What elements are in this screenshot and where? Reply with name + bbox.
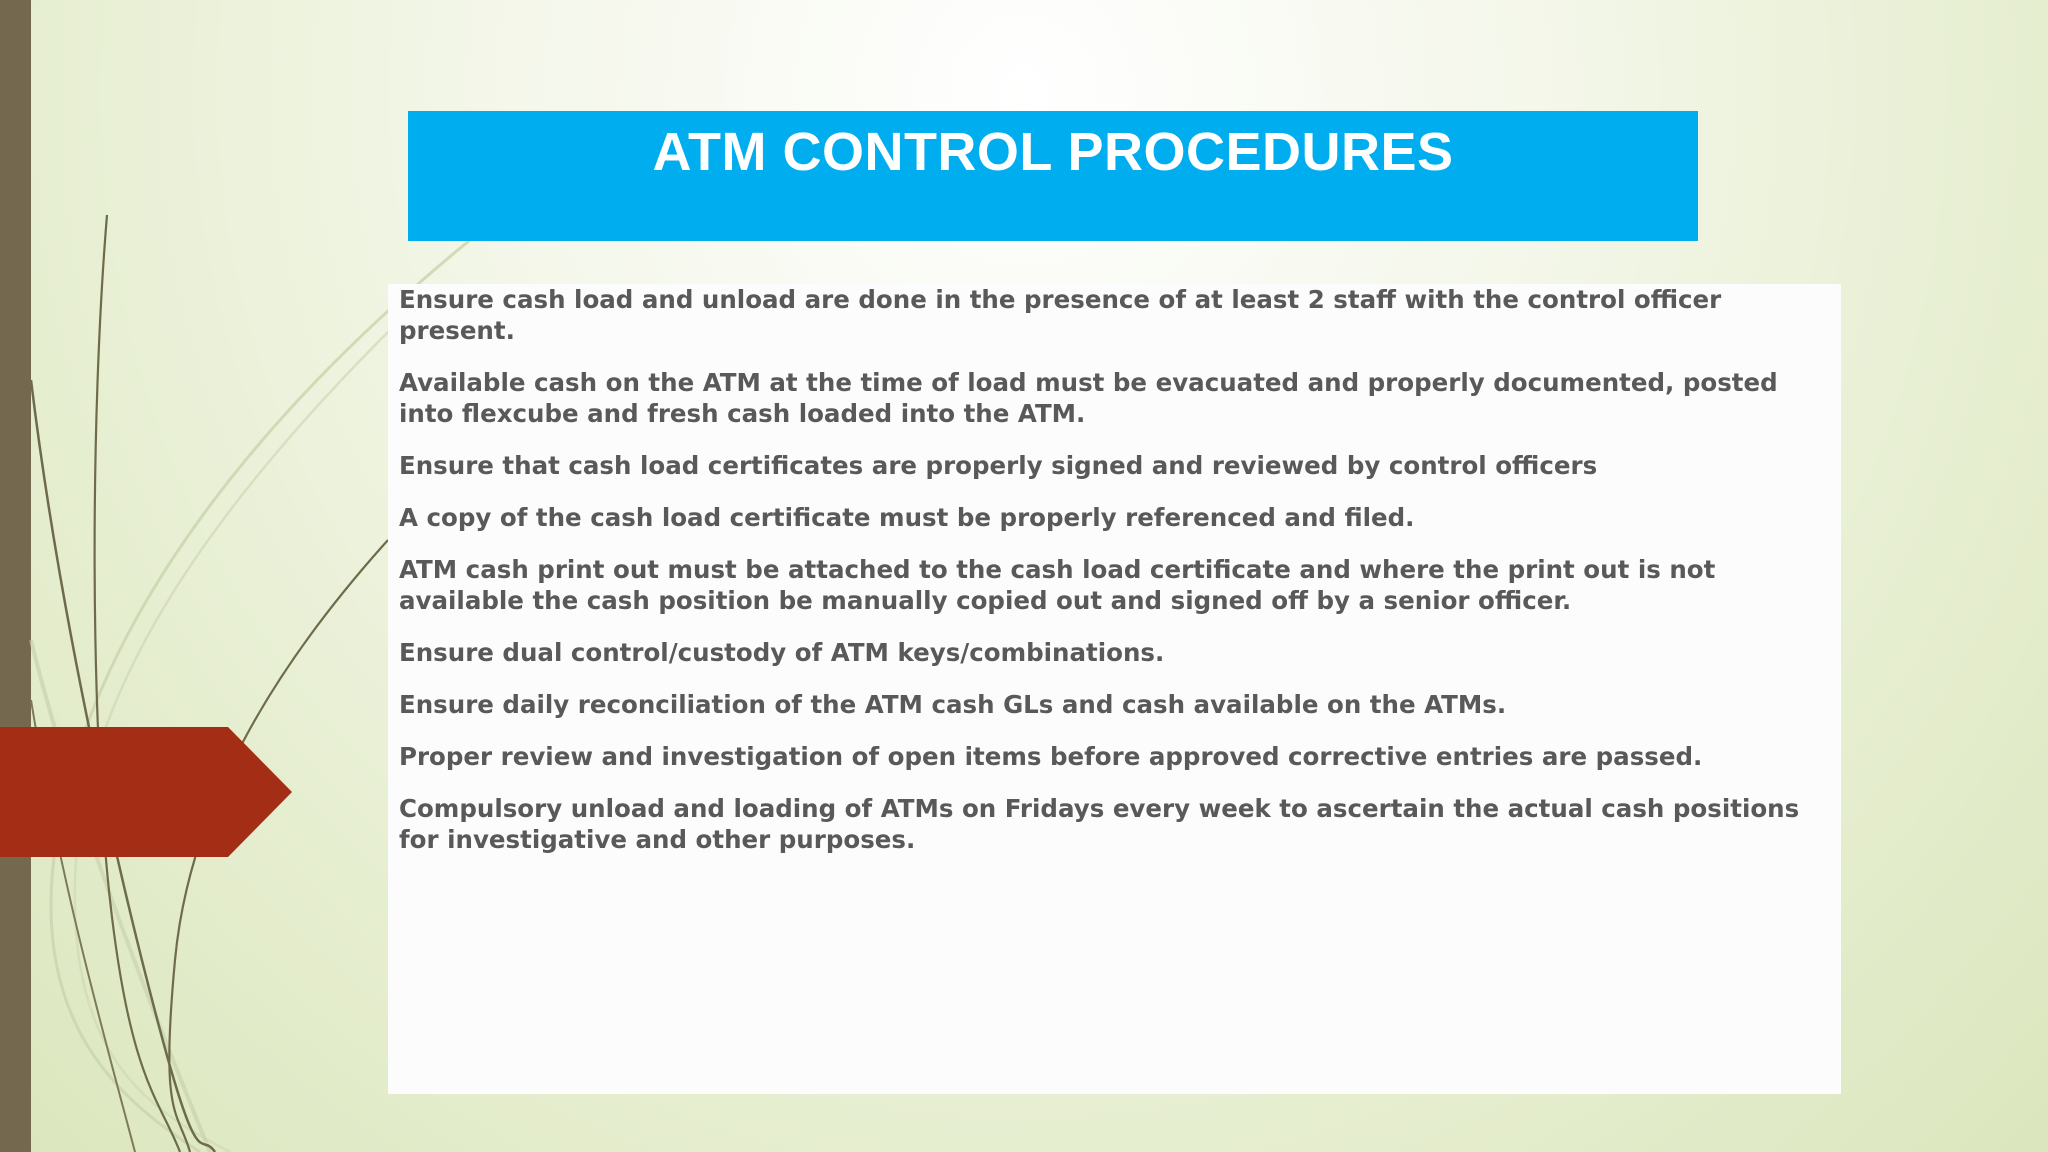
title-banner <box>408 111 1698 241</box>
list-item: Compulsory unload and loading of ATMs on Fridays every week to ascertain the actual cash positions for investigative and other purposes. <box>399 794 1800 854</box>
list-item: Proper review and investigation of open items before approved corrective entries are passed. <box>399 742 1703 771</box>
olive-curve <box>95 215 180 1152</box>
procedure-list <box>388 284 1841 855</box>
list-item: Available cash on the ATM at the time of load must be evacuated and properly documented, posted into flexcube and fresh cash loaded into the ATM. <box>399 368 1778 428</box>
faint-curve <box>31 640 210 1152</box>
list-item: A copy of the cash load certificate must be properly referenced and filed. <box>399 503 1415 532</box>
list-item: Ensure cash load and unload are done in the presence of at least 2 staff with the control officer present. <box>399 285 1722 345</box>
content-panel <box>388 284 1841 1094</box>
slide-title: ATM CONTROL PROCEDURES <box>652 122 1454 182</box>
list-item: ATM cash print out must be attached to the cash load certificate and where the print out is not available the cash position be manually copied out and signed off by a senior officer. <box>399 555 1716 615</box>
list-item: Ensure dual control/custody of ATM keys/combinations. <box>399 638 1165 667</box>
list-item: Ensure that cash load certificates are properly signed and reviewed by control officers <box>399 451 1598 480</box>
list-item: Ensure daily reconciliation of the ATM cash GLs and cash available on the ATMs. <box>399 690 1507 719</box>
red-arrow-tab <box>0 727 292 857</box>
